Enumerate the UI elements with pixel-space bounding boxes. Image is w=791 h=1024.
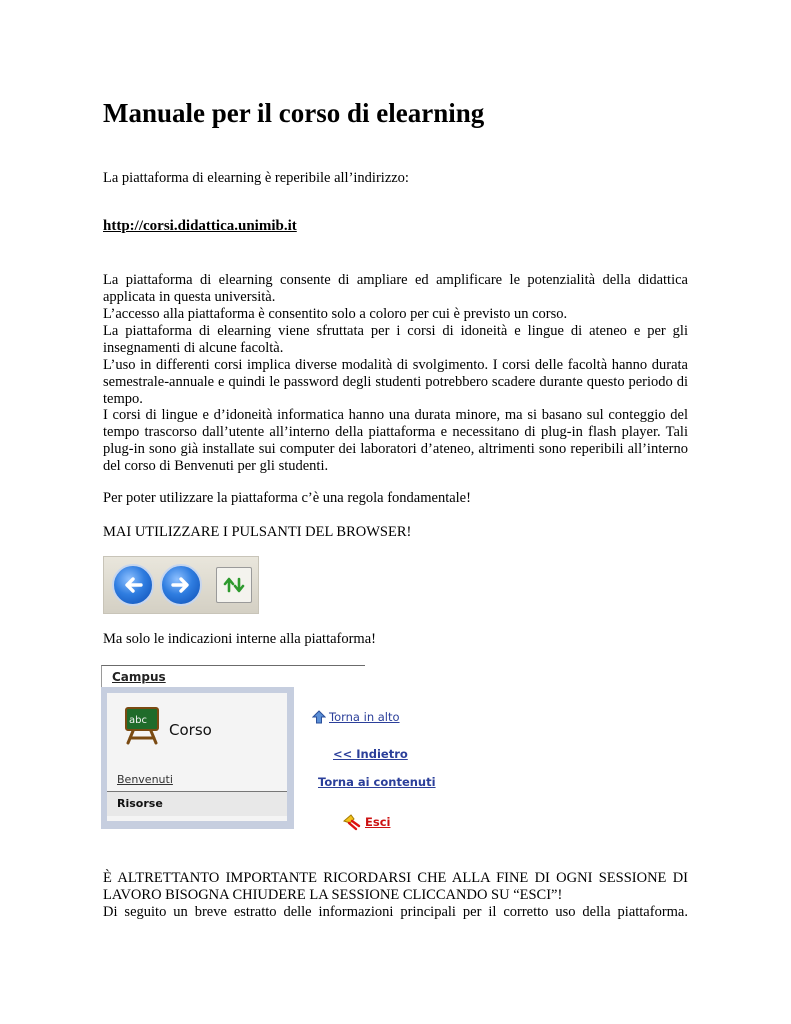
benvenuti-link[interactable]: Benvenuti (117, 773, 173, 786)
platform-url-link[interactable]: http://corsi.didattica.unimib.it (103, 218, 297, 234)
closing-line: LAVORO BISOGNA CHIUDERE LA SESSIONE CLICCANDO SU “ESCI”! (103, 887, 563, 903)
body-line: plug-in sono già installate sui computer dei laboratori d’ateneo, altrimenti sono reperibili all’interno (103, 441, 688, 457)
risorse-label: Risorse (117, 797, 163, 810)
closing-line: Di seguito un breve estratto delle informazioni principali per il corretto uso della piattaforma. (103, 904, 688, 920)
internal-hint: Ma solo le indicazioni interne alla piattaforma! (103, 631, 376, 647)
body-line: del corso di Benvenuti per gli studenti. (103, 458, 329, 474)
body-line: La piattaforma di elearning viene sfruttata per i corsi di idoneità e lingue di ateneo e per gli (103, 323, 688, 339)
body-line: La piattaforma di elearning consente di ampliare ed amplificare le potenzialità della didattica (103, 272, 688, 288)
body-line: insegnamenti di alcune facoltà. (103, 340, 284, 356)
rule-intro: Per poter utilizzare la piattaforma c’è una regola fondamentale! (103, 490, 471, 506)
closing-line: È ALTRETTANTO IMPORTANTE RICORDARSI CHE ALLA FINE DI OGNI SESSIONE DI (103, 870, 688, 886)
body-line: I corsi di lingue e d’idoneità informatica hanno una durata minore, ma si basano sul conteggio del (103, 407, 688, 423)
indietro-link[interactable]: << Indietro (333, 747, 408, 761)
back-arrow-icon (121, 573, 145, 597)
campus-link[interactable]: Campus (112, 670, 166, 684)
browser-warning: MAI UTILIZZARE I PULSANTI DEL BROWSER! (103, 524, 412, 540)
body-line: L’accesso alla piattaforma è consentito solo a coloro per cui è previsto un corso. (103, 306, 568, 322)
up-arrow-icon (312, 710, 326, 724)
page-title: Manuale per il corso di elearning (103, 98, 485, 128)
refresh-icon (222, 573, 246, 597)
course-panel-inner (107, 693, 287, 821)
forward-arrow-icon (169, 573, 193, 597)
esci-link[interactable]: Esci (365, 815, 391, 829)
exit-icon (342, 813, 362, 831)
risorse-row[interactable] (107, 791, 287, 816)
back-button-image (112, 564, 154, 606)
intro-text: La piattaforma di elearning è reperibile all’indirizzo: (103, 170, 409, 186)
board-text: abc (129, 715, 147, 726)
platform-navigation-image (101, 665, 441, 835)
course-side-panel (101, 687, 294, 829)
body-line: tempo. (103, 391, 143, 407)
refresh-button-image (216, 567, 252, 603)
blackboard-icon (123, 705, 163, 745)
forward-button-image (160, 564, 202, 606)
course-name: Corso (169, 721, 212, 739)
torna-in-alto-link[interactable]: Torna in alto (329, 710, 400, 724)
torna-ai-contenuti-link[interactable]: Torna ai contenuti (318, 775, 436, 789)
body-line: applicata in questa università. (103, 289, 276, 305)
browser-buttons-image (103, 556, 259, 614)
body-line: tempo trascorso dall’utente all’interno della piattaforma e necessitano di plug-in flash player. Tali (103, 424, 688, 440)
body-line: semestrale-annuale e quindi le password degli studenti potrebbero scadere durante questo periodo di (103, 374, 688, 390)
body-line: L’uso in differenti corsi implica diverse modalità di svolgimento. I corsi delle facoltà hanno durata (103, 357, 688, 373)
campus-bar (101, 665, 365, 687)
